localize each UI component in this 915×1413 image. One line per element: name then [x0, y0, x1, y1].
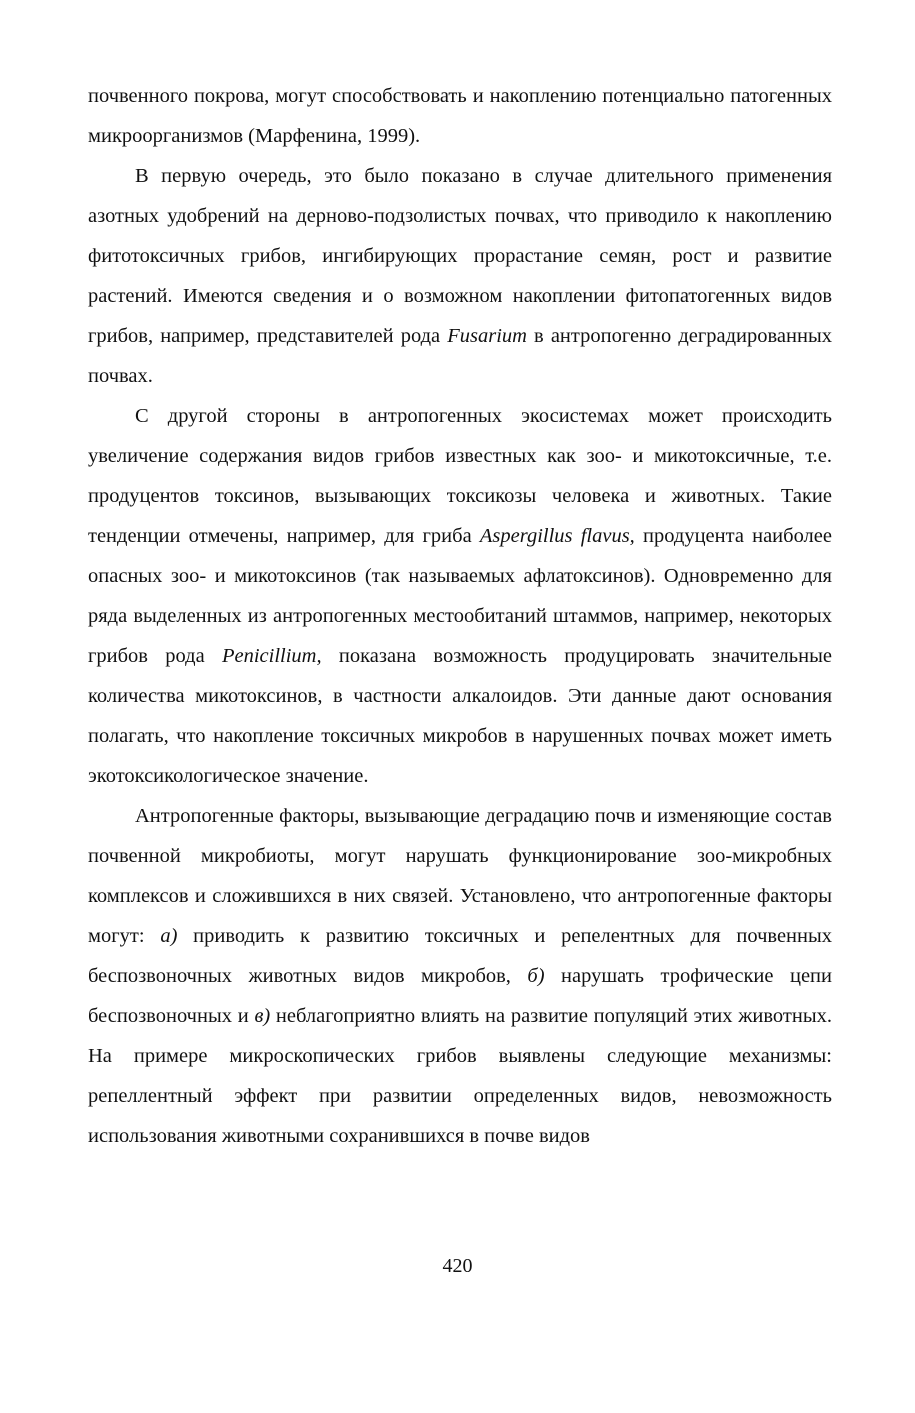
paragraph-3-text-c: показана возможность продуцировать значительные количества микотоксинов, в частности алкалоидов. Эти данные дают основания полагать, что накопление токсичных микробов в нарушенных почвах может иметь экотоксикологическое значение.: [88, 645, 832, 787]
paragraph-4-text-d: неблагоприятно влиять на развитие популяций этих животных. На примере микроскопических грибов выявлены следующие механизмы: репеллентный эффект при развитии определенных видов, невозможность использования животными сохранившихся в почве видов: [88, 1005, 832, 1147]
paragraph-4-text-b: приводить к развитию токсичных и репелентных для почвенных беспозвоночных животных видов микробов,: [88, 925, 833, 987]
list-marker-b: б): [527, 965, 545, 987]
list-marker-a: а): [160, 925, 178, 947]
body-text: [88, 76, 832, 1156]
genus-penicillium: Penicillium,: [221, 645, 322, 667]
paragraph-1-text: почвенного покрова, могут способствовать и накоплению потенциально патогенных микроорганизмов (Марфенина, 1999).: [88, 85, 832, 147]
paragraph-4-text-a: Антропогенные факторы, вызывающие деградацию почв и изменяющие состав почвенной микробиоты, могут нарушать функционирование зоо-микробных комплексов и сложившихся в них связей. Установлено, что антропогенные факторы могут:: [88, 805, 832, 947]
paragraph-4-text-c: нарушать трофические цепи беспозвоночных и: [88, 965, 832, 1027]
paragraph-4: [88, 796, 832, 1156]
paragraph-2: [88, 156, 832, 396]
list-marker-c: в): [254, 1005, 271, 1027]
paragraph-3: [88, 396, 832, 796]
paragraph-3-text-a: С другой стороны в антропогенных экосистемах может происходить увеличение содержания видов грибов известных как зоо- и микотоксичные, т.е. продуцентов токсинов, вызывающих токсикозы человека и животных. Такие тенденции отмечены, например, для гриба: [88, 405, 832, 547]
page-number: 420: [442, 1255, 473, 1277]
paragraph-2-text-b: в антропогенно деградированных почвах.: [88, 325, 832, 387]
species-aspergillus-flavus: Aspergillus flavus,: [479, 525, 635, 547]
paragraph-1: [88, 76, 832, 156]
paragraph-3-text-b: продуцента наиболее опасных зоо- и микотоксинов (так называемых афлатоксинов). Одновременно для ряда выделенных из антропогенных местообитаний штаммов, например, некоторых грибов рода: [88, 525, 832, 667]
paragraph-2-text-a: В первую очередь, это было показано в случае длительного применения азотных удобрений на дерново-подзолистых почвах, что приводило к накоплению фитотоксичных грибов, ингибирующих прорастание семян, рост и развитие растений. Имеются сведения и о возможном накоплении фитопатогенных видов грибов, например, представителей рода: [88, 165, 832, 347]
genus-fusarium: Fusarium: [447, 325, 527, 347]
